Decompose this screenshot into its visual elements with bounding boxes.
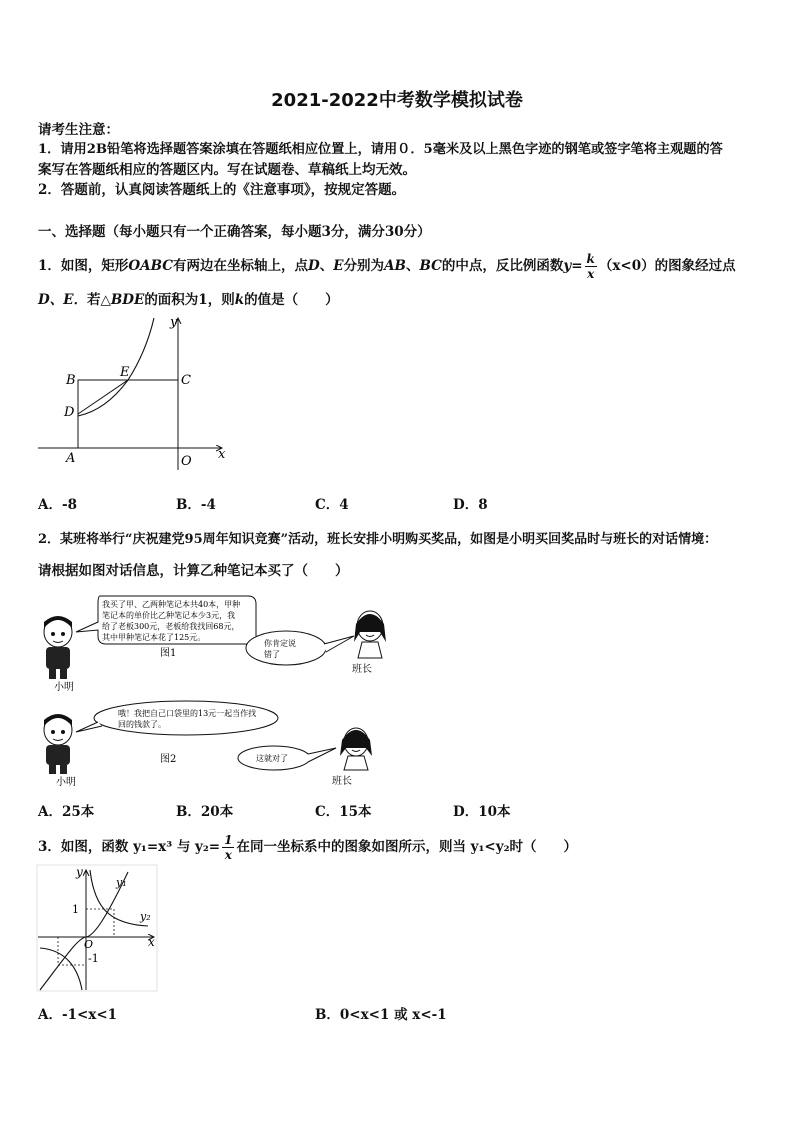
q3-option-b[interactable]: B．0<x<1 或 x<-1 bbox=[315, 1007, 447, 1023]
fig1-boy-label: 小明 bbox=[54, 682, 74, 693]
fig2-reply: 这就对了 bbox=[256, 754, 288, 763]
q1-sep: 、 bbox=[319, 258, 334, 274]
q1-stem-line2 bbox=[38, 290, 339, 310]
q1-frac-num: k bbox=[586, 252, 595, 266]
q1-text: 1．如图，矩形 bbox=[38, 258, 129, 274]
q1-condition: （x<0）的图象经过点 bbox=[598, 258, 736, 274]
q3-figure bbox=[36, 864, 160, 994]
boy-illustration-1 bbox=[44, 616, 72, 679]
notice-heading: 请考生注意： bbox=[38, 122, 119, 138]
fig1-bubble-line2: 笔记本的单价比乙种笔记本少3元，我 bbox=[102, 611, 236, 620]
curve-y2-negative bbox=[40, 948, 82, 990]
q2-option-b[interactable]: B．20本 bbox=[176, 804, 234, 820]
fig1-bubble-line1: 我买了甲、乙两种笔记本共40本，甲种 bbox=[102, 600, 241, 609]
q1-text: 有两边在坐标轴上，点 bbox=[173, 258, 309, 274]
q3-stem bbox=[38, 833, 577, 862]
q3-text: 在同一坐标系中的图象如图所示，则当 y₁<y₂时（ ） bbox=[236, 839, 577, 855]
label-e: E bbox=[120, 365, 130, 380]
q1-fraction bbox=[585, 252, 597, 281]
q1-text: 的面积为1，则 bbox=[144, 292, 235, 308]
q3-fraction bbox=[222, 833, 234, 862]
q2-stem-line2: 请根据如图对话信息，计算乙种笔记本买了（ ） bbox=[38, 563, 349, 579]
q3-frac-den: x bbox=[224, 848, 232, 862]
q3-frac-num: 1 bbox=[224, 833, 233, 847]
fig1-reply-line2: 错了 bbox=[264, 650, 280, 659]
q1-e: E bbox=[333, 258, 344, 274]
q1-text: 的中点，反比例函数 bbox=[441, 258, 564, 274]
q1-k: k bbox=[234, 292, 245, 308]
q1-bc: BC bbox=[419, 258, 442, 274]
q1-ab: AB bbox=[384, 258, 406, 274]
label-y1: y₁ bbox=[116, 876, 127, 889]
fig1-girl-label: 班长 bbox=[352, 664, 372, 675]
q1-d: D bbox=[308, 258, 320, 274]
q1-option-d[interactable]: D．8 bbox=[453, 497, 488, 513]
q3-text: 3．如图，函数 y₁=x³ 与 y₂= bbox=[38, 839, 221, 855]
hyperbola-curve bbox=[78, 318, 154, 416]
label-b: B bbox=[66, 373, 76, 388]
label-x: x bbox=[218, 447, 226, 462]
label-d: D bbox=[64, 405, 75, 420]
page-title: 2021-2022中考数学模拟试卷 bbox=[271, 90, 523, 111]
section1-heading: 一、选择题（每小题只有一个正确答案，每小题3分，满分30分） bbox=[38, 224, 431, 240]
girl-illustration-1 bbox=[354, 611, 386, 658]
q2-option-c[interactable]: C．15本 bbox=[315, 804, 372, 820]
fig2-girl-label: 班长 bbox=[332, 776, 352, 787]
q1-frac-den: x bbox=[587, 267, 595, 281]
q1-yeq: y= bbox=[563, 258, 583, 274]
label-origin: O bbox=[84, 938, 94, 951]
fig1-reply-line1: 你肯定说 bbox=[264, 639, 296, 648]
label-y: y bbox=[76, 865, 83, 879]
q2-option-a[interactable]: A．25本 bbox=[38, 804, 95, 820]
q1-sep: 、 bbox=[405, 258, 420, 274]
fig2-bubble-line1: 哦！我把自己口袋里的13元一起当作找 bbox=[118, 709, 257, 718]
label-o: O bbox=[181, 454, 192, 469]
curve-y1 bbox=[40, 872, 128, 990]
q2-option-d[interactable]: D．10本 bbox=[453, 804, 511, 820]
fig2-bubble-line2: 回的钱款了。 bbox=[118, 720, 166, 729]
label-y2: y₂ bbox=[140, 910, 151, 923]
fig1-caption: 图1 bbox=[160, 648, 177, 659]
notice-item1-line2: 案写在答题纸相应的答题区内。写在试题卷、草稿纸上均无效。 bbox=[38, 162, 416, 178]
fig2-caption: 图2 bbox=[160, 754, 177, 765]
label-one: 1 bbox=[72, 903, 79, 916]
boy-illustration-2 bbox=[44, 714, 72, 774]
q2-stem-line1: 2．某班将举行“庆祝建党95周年知识竞赛”活动，班长安排小明购买奖品，如图是小明买回奖品时与班长的对话情境： bbox=[38, 532, 718, 547]
rectangle-oabc bbox=[78, 380, 178, 448]
fig1-bubble-line3: 给了老板300元，老板给我找回68元， bbox=[102, 622, 240, 631]
notice-item1-line1: 1．请用2B铅笔将选择题答案涂填在答题纸相应位置上，请用０．5毫米及以上黑色字迹的钢笔或签字笔将主观题的答 bbox=[38, 142, 723, 157]
q3-option-a[interactable]: A．-1<x<1 bbox=[38, 1007, 118, 1023]
label-y: y bbox=[170, 315, 178, 330]
notice-item2: 2．答题前，认真阅读答题纸上的《注意事项》，按规定答题。 bbox=[38, 182, 406, 198]
q2-dialogue-figure bbox=[36, 592, 396, 792]
q1-text: 分别为 bbox=[343, 258, 385, 274]
q1-oabc: OABC bbox=[128, 258, 174, 274]
q1-bde: BDE bbox=[110, 292, 145, 308]
q1-de: D、E． bbox=[38, 292, 87, 308]
q1-option-a[interactable]: A．-8 bbox=[38, 497, 77, 513]
label-neg-one: -1 bbox=[88, 952, 99, 965]
fig1-bubble-line4: 其中甲种笔记本花了125元。 bbox=[102, 633, 206, 642]
label-c: C bbox=[181, 373, 191, 388]
q1-text: 的值是（ ） bbox=[244, 292, 339, 308]
girl-illustration-2 bbox=[340, 728, 372, 770]
q1-option-b[interactable]: B．-4 bbox=[176, 497, 216, 513]
label-a: A bbox=[66, 451, 76, 466]
q1-text: 若△ bbox=[87, 292, 111, 308]
q1-figure bbox=[36, 312, 236, 472]
label-x: x bbox=[148, 935, 155, 949]
q1-stem-line1 bbox=[38, 252, 736, 281]
q1-option-c[interactable]: C．4 bbox=[315, 497, 349, 513]
fig2-boy-label: 小明 bbox=[56, 777, 76, 788]
segment-de bbox=[78, 380, 128, 414]
